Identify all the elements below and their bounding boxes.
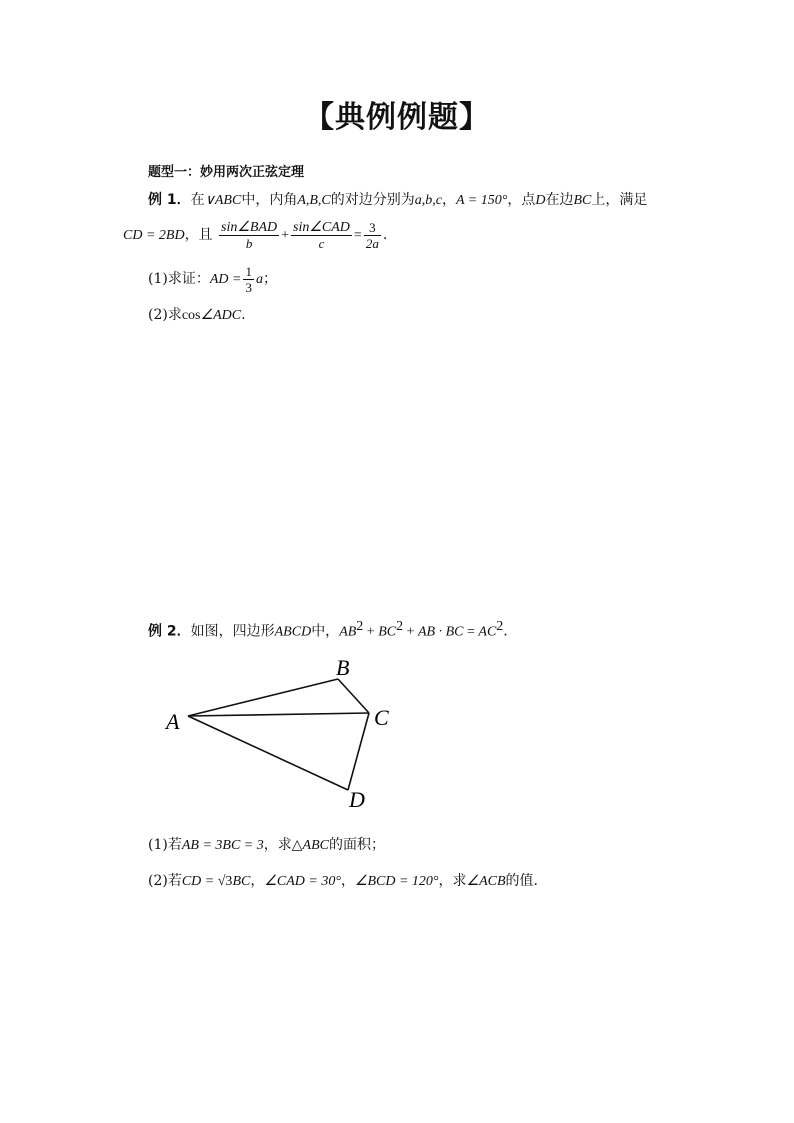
text: ， xyxy=(442,192,456,208)
denominator: b xyxy=(245,235,253,251)
fraction-3-over-2a xyxy=(364,220,381,251)
text: 的值. xyxy=(505,873,538,889)
equals: = xyxy=(463,624,479,640)
text: ， xyxy=(340,873,355,889)
text: 的对边分别为 xyxy=(330,192,415,208)
plus: + xyxy=(403,624,418,640)
question-label: (2)求 xyxy=(148,307,182,323)
math-ac: AC xyxy=(478,624,497,640)
text: ，求 xyxy=(438,873,467,889)
text: 上，满足 xyxy=(591,192,648,208)
fraction-sin-bad xyxy=(219,220,279,251)
plus: + xyxy=(363,624,379,640)
math-point-d: D xyxy=(535,193,546,208)
math-angle-a: A = 150° xyxy=(456,193,508,208)
text: 在 xyxy=(190,192,205,208)
example-2-line-1 xyxy=(148,617,508,643)
text: 中，内角 xyxy=(241,192,298,208)
text: ，求△ xyxy=(263,837,303,853)
math-angle-bcd: ∠BCD = 120° xyxy=(354,874,439,889)
text: ，且 xyxy=(184,227,213,243)
numerator: 1 xyxy=(245,263,252,279)
math-angle-adc: ∠ADC xyxy=(200,308,242,323)
segment-cd xyxy=(348,713,369,790)
math-triangle: ∨ABC xyxy=(204,193,242,208)
segment-ab xyxy=(188,679,338,716)
example-2-question-2 xyxy=(148,871,538,892)
text: ， xyxy=(250,873,265,889)
math-bc: BC xyxy=(232,874,251,889)
numerator: sin∠CAD xyxy=(293,219,350,235)
math-condition: AB = 3BC = 3 xyxy=(181,838,264,853)
text: . xyxy=(241,307,246,323)
question-label: (1)若 xyxy=(148,837,182,853)
math-ab-times-bc: AB · BC xyxy=(418,624,464,640)
denominator: 3 xyxy=(245,279,252,295)
math-segment-bc: BC xyxy=(573,193,592,208)
example-2-question-1 xyxy=(148,835,385,856)
exponent: 2 xyxy=(496,619,504,634)
math-angles: A,B,C xyxy=(297,193,331,208)
math-angle-cad: ∠CAD = 30° xyxy=(264,874,341,889)
numerator: sin∠BAD xyxy=(221,219,278,235)
vertex-label-a: A xyxy=(166,709,180,734)
example-1-question-2 xyxy=(148,305,246,326)
math-sqrt-3: √3 xyxy=(217,874,233,889)
exponent: 2 xyxy=(396,619,404,634)
text: 如图，四边形 xyxy=(190,623,275,640)
example-1-line-1 xyxy=(148,190,647,211)
math-quadrilateral: ABCD xyxy=(274,624,312,640)
example-1-question-1 xyxy=(148,262,277,297)
section-heading: 题型一：妙用两次正弦定理 xyxy=(148,165,305,180)
text: 中， xyxy=(311,623,340,640)
denominator: c xyxy=(318,235,325,251)
math-angle-acb: ∠ACB xyxy=(466,874,506,889)
numerator: 3 xyxy=(364,220,381,236)
segment-ac xyxy=(188,713,369,716)
plus: + xyxy=(281,228,290,243)
math-condition: CD = 2BD xyxy=(123,228,185,243)
fraction-sin-cad xyxy=(291,220,352,251)
text: ，点 xyxy=(507,192,536,208)
math-ab: AB xyxy=(339,624,357,640)
page-title: 【典例例题】 xyxy=(304,100,490,135)
text: . xyxy=(503,623,508,640)
quadrilateral-figure xyxy=(160,650,410,815)
text: . xyxy=(382,227,388,243)
question-label: (1)求证： xyxy=(148,271,210,287)
denominator: 2a xyxy=(365,235,379,251)
vertex-label-b: B xyxy=(336,655,350,680)
question-label: (2)若 xyxy=(148,873,182,889)
fraction-one-third xyxy=(243,264,254,295)
exponent: 2 xyxy=(356,619,364,634)
text: 的面积； xyxy=(328,837,385,853)
math-bc: BC xyxy=(378,624,397,640)
segment-ad xyxy=(188,716,348,790)
math-sides: a,b,c xyxy=(414,193,442,208)
text: 在边 xyxy=(545,192,574,208)
math-a: a xyxy=(255,272,263,287)
example-1-line-2 xyxy=(123,218,387,253)
math-ad: AD = xyxy=(209,272,242,287)
math-cos: cos xyxy=(181,308,201,323)
math-cd: CD = xyxy=(181,874,218,889)
vertex-label-c: C xyxy=(374,705,389,730)
equals: = xyxy=(353,228,362,243)
text: ； xyxy=(262,271,277,287)
example-2-label: 例 2． xyxy=(148,623,191,640)
math-triangle-abc: ABC xyxy=(302,838,329,853)
vertex-label-d: D xyxy=(349,787,365,812)
example-1-label: 例 1． xyxy=(148,192,191,208)
segment-bc xyxy=(338,679,369,713)
